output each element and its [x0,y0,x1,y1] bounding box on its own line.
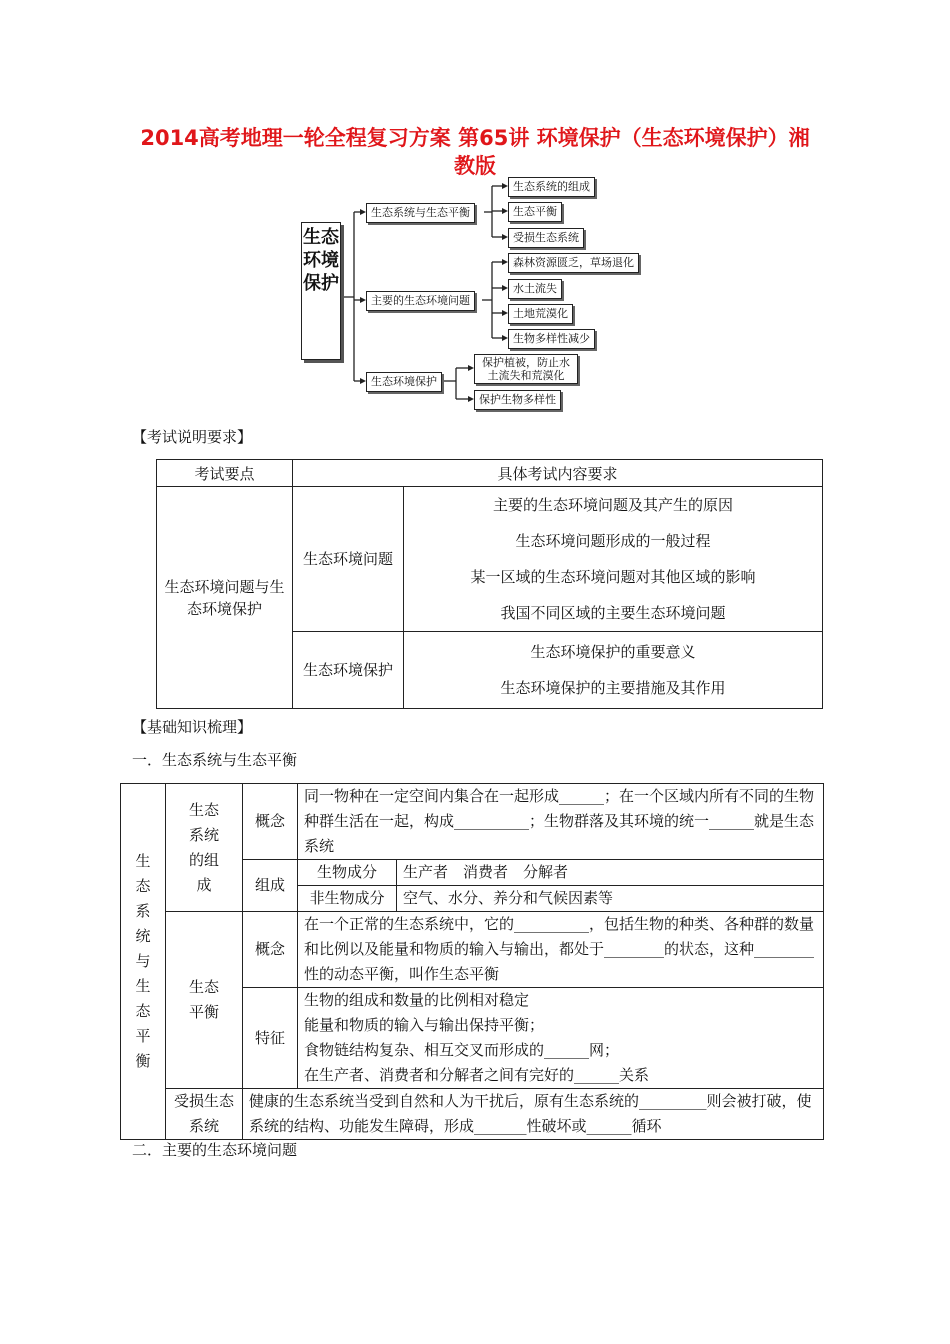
group-label [166,1089,243,1140]
map-leaf: 生态系统的组成 [508,177,595,197]
exam-item: 某一区域的生态环境问题对其他区域的影响 [470,568,756,586]
component-label: 非生物成分 [298,886,397,912]
exam-group-name-text: 生态环境保护 [303,661,394,679]
knowledge-table [120,783,824,1140]
exam-requirements-table [156,459,823,709]
concept-cell: 在一个正常的生态系统中，它的__________，包括生物的种类、各种群的数量和比例以及能量和物质的输入与输出，都处于________的状态，这种________性的动态平衡，叫作生态平衡 [298,912,824,988]
map-branch-protection: 生态环境保护 [366,372,442,392]
feature-item: 在生产者、消费者和分解者之间有完好的______关系 [304,1066,650,1084]
concept-map [296,176,656,412]
map-leaf: 生物多样性减少 [508,329,595,349]
table-header: 具体考试内容要求 [293,460,823,487]
group-label-text: 受损生态系统 [173,1092,234,1135]
subsection-heading-2: 二．主要的生态环境问题 [132,1141,298,1159]
map-leaf: 保护植被，防止水土流失和荒漠化 [474,354,578,384]
exam-topic [157,487,293,709]
exam-group-name [293,632,404,709]
map-leaf: 土地荒漠化 [508,304,573,324]
exam-group-items [404,487,823,632]
concept-cell: 同一物种在一定空间内集合在一起形成______；在一个区域内所有不同的生物种群生活在一起，构成__________；生物群落及其环境的统一______就是生态系统 [298,784,824,860]
feature-item: 食物链结构复杂、相互交叉而形成的______网； [304,1041,620,1059]
side-label-text: 生态系统与生态平衡 [135,852,151,1070]
row-label: 概念 [243,784,298,860]
row-label: 概念 [243,912,298,988]
exam-item: 主要的生态环境问题及其产生的原因 [492,496,733,514]
exam-group-name [293,487,404,632]
map-leaf: 生态平衡 [508,202,562,222]
map-leaf: 保护生物多样性 [474,390,561,410]
row-label: 特征 [243,988,298,1089]
exam-item: 我国不同区域的主要生态环境问题 [500,604,726,622]
component-value: 生产者 消费者 分解者 [397,860,824,886]
row-label: 组成 [243,860,298,912]
group-label-text: 生态系统的组成 [188,800,219,894]
map-leaf: 受损生态系统 [508,228,584,248]
exam-item: 生态环境保护的重要意义 [530,643,696,661]
component-value: 空气、水分、养分和气候因素等 [397,886,824,912]
map-root: 生态环境保护 [301,222,341,360]
section-heading-exam: 【考试说明要求】 [132,428,253,446]
document-title: 2014高考地理一轮全程复习方案 第65讲 环境保护（生态环境保护）湘教版 [140,126,810,178]
group-label-text: 生态平衡 [188,978,219,1021]
feature-item: 生物的组成和数量的比例相对稳定 [304,991,530,1009]
damaged-cell: 健康的生态系统当受到自然和人为干扰后，原有生态系统的_________则会被打破，使系统的结构、功能发生障碍，形成_______性破坏或______循环 [243,1089,824,1140]
exam-item: 生态环境保护的主要措施及其作用 [500,679,726,697]
map-leaf: 水土流失 [508,279,562,299]
subsection-heading-1: 一．生态系统与生态平衡 [132,751,298,769]
group-label [166,784,243,912]
section-heading-basics: 【基础知识梳理】 [132,718,253,736]
table-header: 考试要点 [157,460,293,487]
feature-cell [298,988,824,1089]
exam-topic-text: 生态环境问题与生态环境保护 [164,577,285,618]
map-leaf: 森林资源匮乏，草场退化 [508,253,639,273]
group-label [166,912,243,1089]
map-branch-ecosystem: 生态系统与生态平衡 [366,203,475,223]
map-branch-problems: 主要的生态环境问题 [366,291,475,311]
component-label: 生物成分 [298,860,397,886]
feature-item: 能量和物质的输入与输出保持平衡； [304,1016,545,1034]
exam-group-name-text: 生态环境问题 [303,550,394,568]
side-label [121,784,166,1140]
exam-item: 生态环境问题形成的一般过程 [515,532,711,550]
exam-group-items [404,632,823,709]
